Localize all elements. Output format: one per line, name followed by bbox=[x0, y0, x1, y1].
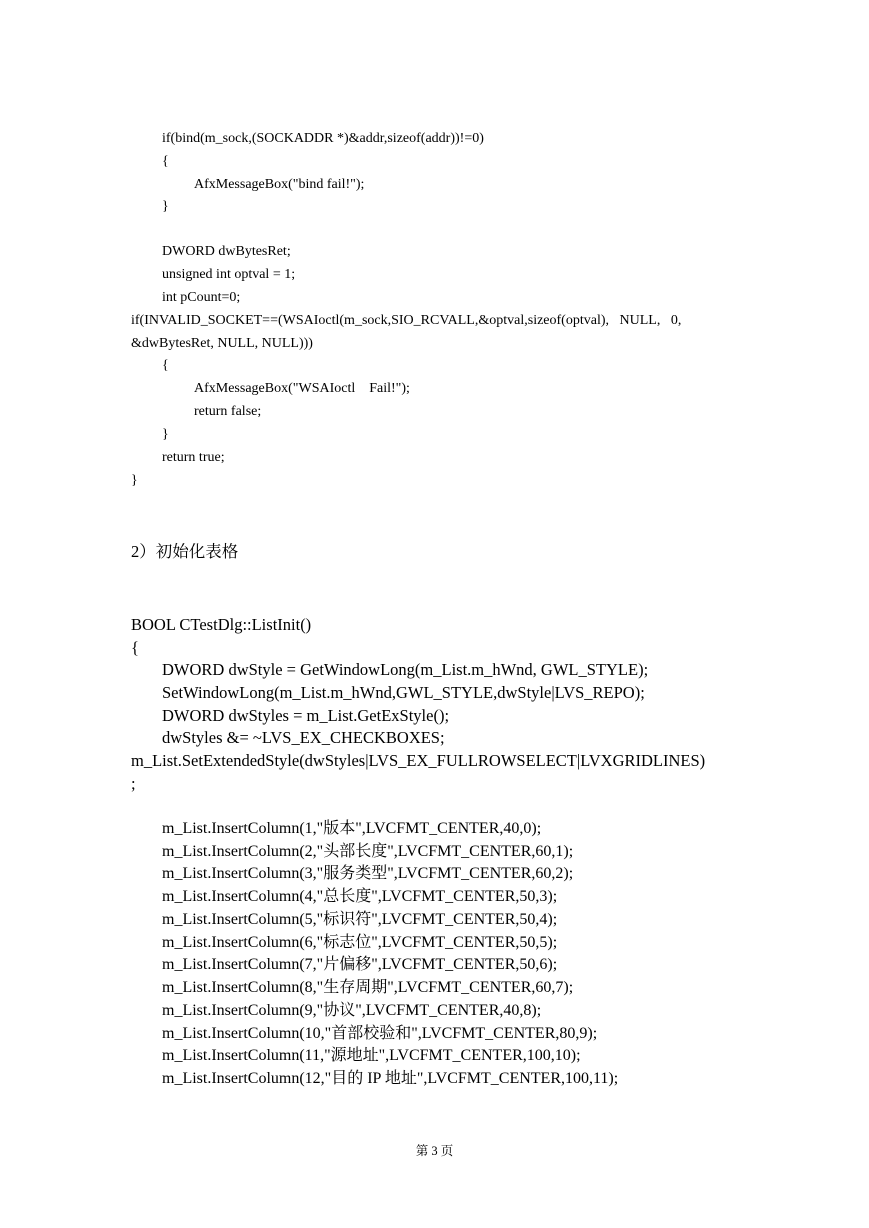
code-line: ; bbox=[131, 774, 136, 793]
code-line: if(bind(m_sock,(SOCKADDR *)&addr,sizeof(addr))!=0) bbox=[162, 131, 484, 146]
code-line: { bbox=[162, 154, 169, 169]
code-line: m_List.InsertColumn(6,"标志位",LVCFMT_CENTER,50,5); bbox=[162, 934, 558, 951]
code-line: return true; bbox=[162, 450, 225, 465]
code-line: m_List.InsertColumn(1,"版本",LVCFMT_CENTER,40,0); bbox=[162, 820, 542, 837]
code-line: m_List.InsertColumn(5,"标识符",LVCFMT_CENTER,50,4); bbox=[162, 911, 558, 928]
code-line: { bbox=[131, 638, 139, 657]
section-heading: 2）初始化表格 bbox=[131, 542, 239, 561]
code-line: m_List.InsertColumn(8,"生存周期",LVCFMT_CENTER,60,7); bbox=[162, 979, 574, 996]
code-line: } bbox=[162, 199, 169, 214]
code-line: m_List.SetExtendedStyle(dwStyles|LVS_EX_FULLROWSELECT|LVXGRIDLINES) bbox=[131, 751, 706, 770]
code-line: AfxMessageBox("WSAIoctl Fail!"); bbox=[194, 381, 410, 396]
code-line: m_List.InsertColumn(2,"头部长度",LVCFMT_CENTER,60,1); bbox=[162, 843, 574, 860]
page-number: 第 3 页 bbox=[415, 1144, 454, 1158]
code-line: m_List.InsertColumn(11,"源地址",LVCFMT_CENTER,100,10); bbox=[162, 1047, 581, 1064]
code-line: { bbox=[162, 358, 169, 373]
code-line: m_List.InsertColumn(12,"目的 IP 地址",LVCFMT_CENTER,100,11); bbox=[162, 1070, 619, 1087]
code-line: m_List.InsertColumn(3,"服务类型",LVCFMT_CENTER,60,2); bbox=[162, 865, 574, 882]
code-line: return false; bbox=[194, 404, 262, 419]
code-line: &dwBytesRet, NULL, NULL))) bbox=[131, 336, 313, 351]
code-line: DWORD dwStyles = m_List.GetExStyle(); bbox=[162, 706, 450, 725]
code-line: AfxMessageBox("bind fail!"); bbox=[194, 177, 365, 192]
code-line: } bbox=[162, 427, 169, 442]
code-line: m_List.InsertColumn(4,"总长度",LVCFMT_CENTER,50,3); bbox=[162, 888, 558, 905]
code-line: if(INVALID_SOCKET==(WSAIoctl(m_sock,SIO_RCVALL,&optval,sizeof(optval), NULL, 0, bbox=[131, 313, 682, 328]
code-line: m_List.InsertColumn(9,"协议",LVCFMT_CENTER,40,8); bbox=[162, 1002, 542, 1019]
code-line: m_List.InsertColumn(7,"片偏移",LVCFMT_CENTER,50,6); bbox=[162, 956, 558, 973]
code-line: } bbox=[131, 473, 138, 488]
code-line: BOOL CTestDlg::ListInit() bbox=[131, 615, 312, 634]
code-line: unsigned int optval = 1; bbox=[162, 267, 296, 282]
code-line: DWORD dwBytesRet; bbox=[162, 244, 291, 259]
code-line: dwStyles &= ~LVS_EX_CHECKBOXES; bbox=[162, 728, 445, 747]
code-line: SetWindowLong(m_List.m_hWnd,GWL_STYLE,dwStyle|LVS_REPO); bbox=[162, 683, 645, 702]
code-line: m_List.InsertColumn(10,"首部校验和",LVCFMT_CENTER,80,9); bbox=[162, 1025, 598, 1042]
code-line: DWORD dwStyle = GetWindowLong(m_List.m_hWnd, GWL_STYLE); bbox=[162, 660, 649, 679]
code-line: int pCount=0; bbox=[162, 290, 241, 305]
